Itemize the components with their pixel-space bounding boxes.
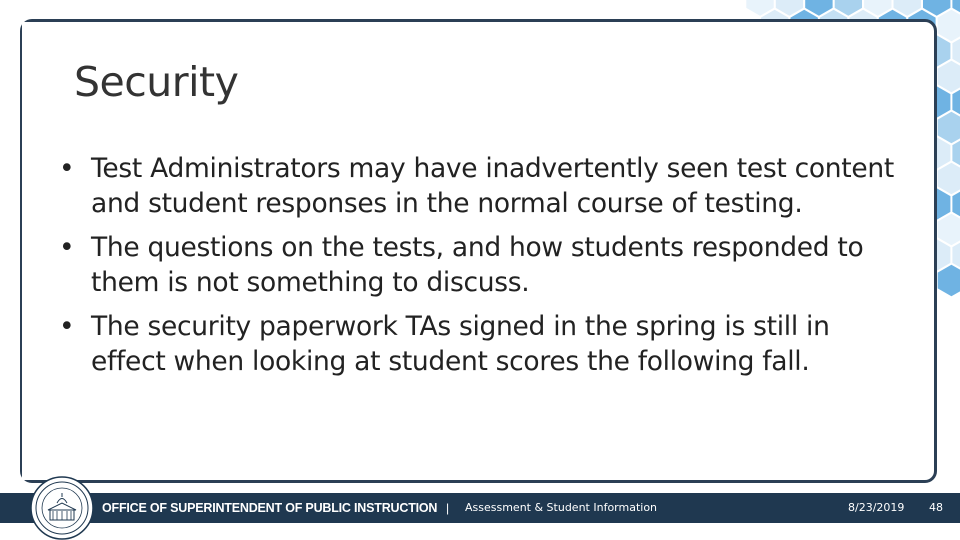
hexagon-tile bbox=[938, 163, 960, 195]
bullet-symbol: • bbox=[59, 153, 75, 184]
bullet-symbol: • bbox=[59, 311, 75, 342]
hexagon-tile bbox=[938, 112, 960, 144]
footer-page-number: 48 bbox=[929, 501, 943, 514]
hexagon-tile bbox=[938, 214, 960, 246]
state-seal-icon bbox=[30, 476, 94, 540]
bullet-list bbox=[57, 152, 903, 389]
slide-title: Security bbox=[74, 58, 239, 106]
hexagon-tile bbox=[938, 265, 960, 297]
bullet-symbol: • bbox=[59, 232, 75, 263]
hexagon-tile bbox=[938, 61, 960, 93]
bullet-item bbox=[57, 231, 903, 300]
hexagon-tile bbox=[938, 10, 960, 42]
footer-date: 8/23/2019 bbox=[848, 501, 905, 514]
bullet-item bbox=[57, 310, 903, 379]
footer-bar bbox=[0, 493, 960, 523]
bullet-item bbox=[57, 152, 903, 221]
bullet-text: The security paperwork TAs signed in the spring is still in effect when looking at student scores the following fall. bbox=[91, 311, 830, 377]
footer-organization: OFFICE OF SUPERINTENDENT OF PUBLIC INSTRUCTION bbox=[102, 501, 438, 515]
bullet-text: The questions on the tests, and how students responded to them is not something to discuss. bbox=[91, 232, 864, 298]
footer-department: Assessment & Student Information bbox=[465, 501, 658, 514]
bullet-text: Test Administrators may have inadvertently seen test content and student responses in the normal course of testing. bbox=[91, 153, 894, 219]
footer-separator: | bbox=[446, 501, 450, 515]
